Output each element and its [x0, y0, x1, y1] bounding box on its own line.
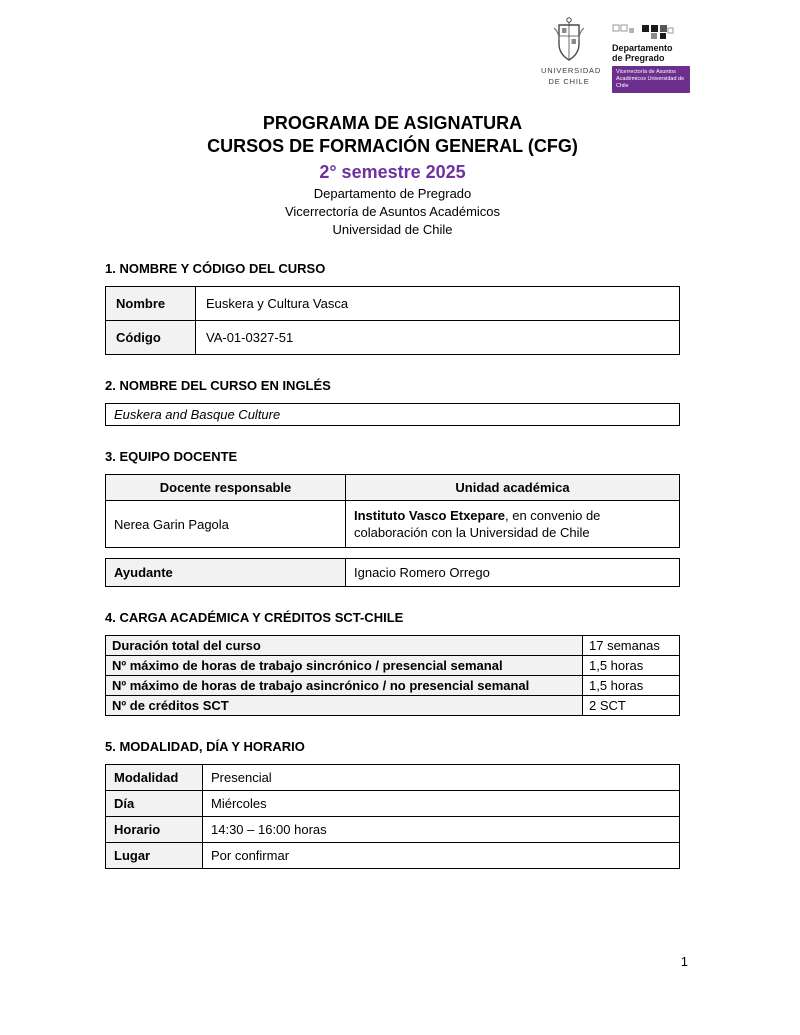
table-row	[106, 656, 680, 676]
pregrado-logo-title-line2: de Pregrado	[612, 53, 665, 63]
table-row	[106, 501, 680, 548]
dia-label: Día	[106, 791, 203, 817]
table-row	[106, 321, 680, 355]
codigo-value: VA-01-0327-51	[196, 321, 680, 355]
lugar-label: Lugar	[106, 843, 203, 869]
section-2-heading: 2. NOMBRE DEL CURSO EN INGLÉS	[105, 378, 331, 393]
table-row	[106, 287, 680, 321]
modalidad-value: Presencial	[203, 765, 680, 791]
nombre-value: Euskera y Cultura Vasca	[196, 287, 680, 321]
schedule-table	[105, 764, 680, 869]
table-row	[106, 696, 680, 716]
uchile-logo-text-line1: UNIVERSIDAD	[541, 66, 602, 75]
pregrado-logo-title-line1: Departamento	[612, 43, 673, 53]
english-name-value: Euskera and Basque Culture	[106, 404, 680, 426]
creditos-value: 2 SCT	[583, 696, 680, 716]
table-row	[106, 765, 680, 791]
horario-value: 14:30 – 16:00 horas	[203, 817, 680, 843]
duracion-value: 17 semanas	[583, 636, 680, 656]
creditos-label: Nº de créditos SCT	[106, 696, 583, 716]
table-row	[106, 559, 680, 587]
table-header-row	[106, 475, 680, 501]
horas-asincronico-label: Nº máximo de horas de trabajo asincrónico / no presencial semanal	[106, 676, 583, 696]
subtitle-vicerrectoria: Vicerrectoría de Asuntos Académicos	[284, 204, 501, 219]
subtitle-universidad: Universidad de Chile	[332, 222, 453, 237]
dia-value: Miércoles	[203, 791, 680, 817]
unidad-academica-cell	[346, 501, 680, 548]
section-4-heading: 4. CARGA ACADÉMICA Y CRÉDITOS SCT-CHILE	[105, 610, 404, 625]
unidad-academica-rest: , en convenio de colaboración con la Universidad de Chile	[354, 508, 601, 540]
ayudante-value: Ignacio Romero Orrego	[346, 559, 680, 587]
title-block	[105, 0, 680, 238]
ayudante-label: Ayudante	[106, 559, 346, 587]
document-title-line1: PROGRAMA DE ASIGNATURA	[262, 113, 523, 133]
horas-sincronico-label: Nº máximo de horas de trabajo sincrónico / presencial semanal	[106, 656, 583, 676]
table-row	[106, 636, 680, 656]
horas-asincronico-value: 1,5 horas	[583, 676, 680, 696]
modalidad-label: Modalidad	[106, 765, 203, 791]
assistant-table	[105, 558, 680, 587]
subtitle-departamento: Departamento de Pregrado	[313, 186, 472, 201]
table-row	[106, 676, 680, 696]
english-name-table	[105, 403, 680, 426]
section-5-heading: 5. MODALIDAD, DÍA Y HORARIO	[105, 739, 305, 754]
horario-label: Horario	[106, 817, 203, 843]
document-content	[105, 0, 680, 869]
nombre-label: Nombre	[106, 287, 196, 321]
pregrado-logo-subtitle-bar: Vicerrectoría de Asuntos Académicos Universidad de Chile	[612, 66, 690, 93]
teaching-team-table	[105, 474, 680, 548]
docente-responsable-header: Docente responsable	[106, 475, 346, 501]
section-3-heading: 3. EQUIPO DOCENTE	[105, 449, 238, 464]
table-row	[106, 404, 680, 426]
docente-value: Nerea Garin Pagola	[106, 501, 346, 548]
semester-title: 2° semestre 2025	[319, 162, 466, 182]
lugar-value: Por confirmar	[203, 843, 680, 869]
duracion-label: Duración total del curso	[106, 636, 583, 656]
unidad-academica-bold: Instituto Vasco Etxepare	[354, 508, 505, 523]
credits-table	[105, 635, 680, 716]
horas-sincronico-value: 1,5 horas	[583, 656, 680, 676]
codigo-label: Código	[106, 321, 196, 355]
document-title-line2: CURSOS DE FORMACIÓN GENERAL (CFG)	[207, 136, 578, 156]
section-1-heading: 1. NOMBRE Y CÓDIGO DEL CURSO	[105, 261, 326, 276]
course-name-code-table	[105, 286, 680, 355]
table-row	[106, 817, 680, 843]
uchile-logo-text-line2: DE CHILE	[548, 77, 590, 86]
page-number: 1	[680, 954, 688, 969]
table-row	[106, 843, 680, 869]
table-row	[106, 791, 680, 817]
unidad-academica-header: Unidad académica	[346, 475, 680, 501]
